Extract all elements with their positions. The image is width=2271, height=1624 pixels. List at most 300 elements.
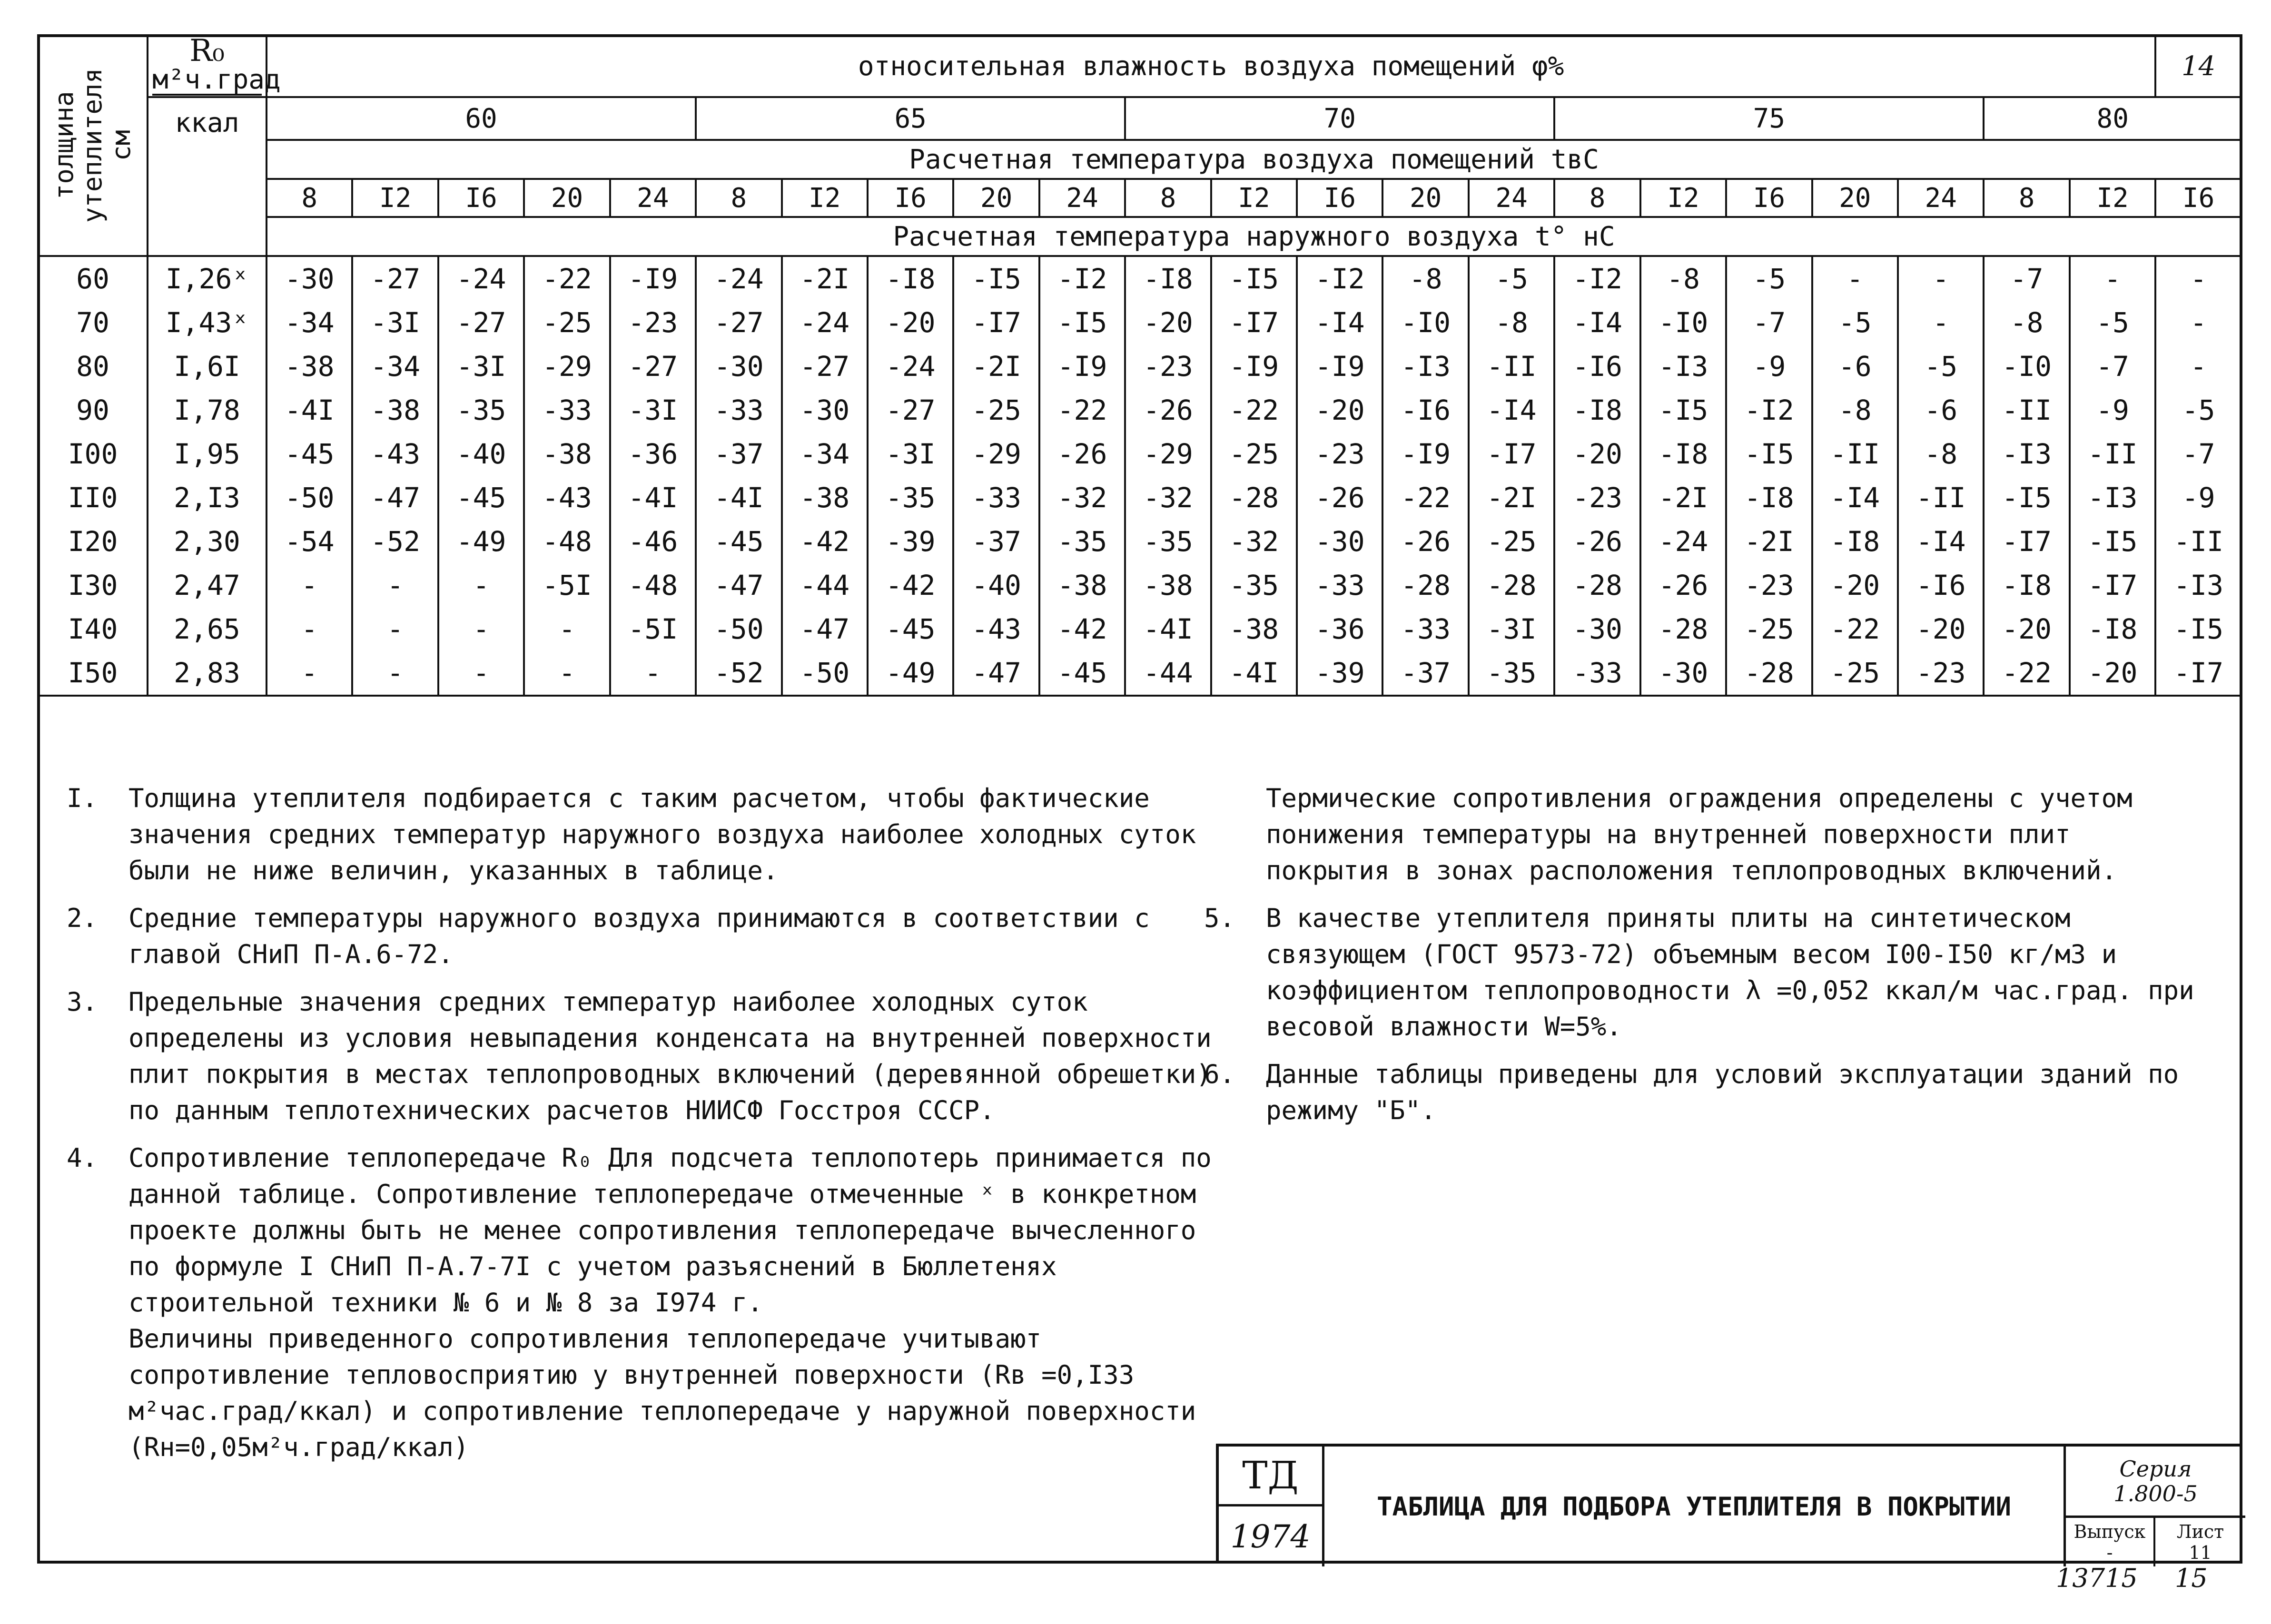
temperature-cell: -25 (1211, 432, 1297, 476)
temperature-cell: -33 (953, 476, 1039, 520)
temperature-cell: -9 (1726, 344, 1812, 388)
temperature-cell: -I4 (1297, 301, 1382, 344)
temperature-cell: -27 (352, 256, 438, 301)
temperature-cell: -48 (610, 563, 696, 607)
temperature-cell: -4I (1125, 607, 1211, 651)
temperature-cell: -23 (1125, 344, 1211, 388)
temperature-cell: - (352, 651, 438, 696)
resistance-cell: 2,30 (148, 520, 267, 563)
temperature-cell: -25 (1726, 607, 1812, 651)
temperature-cell: -24 (438, 256, 524, 301)
inside-temp-cell: 20 (1382, 179, 1468, 217)
temperature-cell: -37 (953, 520, 1039, 563)
temperature-cell: -24 (1640, 520, 1726, 563)
notes-right (1204, 780, 2203, 1140)
temperature-cell: -33 (1297, 563, 1382, 607)
temperature-cell: -27 (438, 301, 524, 344)
temperature-cell: -I6 (1898, 563, 1984, 607)
resistance-cell: 2,83 (148, 651, 267, 696)
temperature-cell: -25 (953, 388, 1039, 432)
temperature-cell: -I5 (1211, 256, 1297, 301)
note-item (1204, 900, 2203, 1045)
temperature-cell: -I0 (1382, 301, 1468, 344)
table-row (38, 651, 2241, 696)
temperature-cell: -I8 (1554, 388, 1640, 432)
inside-temp-cell: 8 (1554, 179, 1640, 217)
temperature-cell: -2I (1469, 476, 1554, 520)
thickness-cell: I50 (38, 651, 148, 696)
temperature-cell: -49 (868, 651, 953, 696)
note-number: 2. (67, 903, 98, 933)
temperature-cell: -36 (1297, 607, 1382, 651)
temperature-cell: -8 (1382, 256, 1468, 301)
temperature-cell: -26 (1640, 563, 1726, 607)
inside-temp-cell: I6 (2155, 179, 2241, 217)
temperature-cell: -37 (1382, 651, 1468, 696)
temperature-cell: -49 (438, 520, 524, 563)
ro-header: R₀ м²ч.град (148, 35, 267, 97)
temperature-cell: - (524, 651, 610, 696)
temperature-cell: -I5 (1640, 388, 1726, 432)
temperature-cell: -48 (524, 520, 610, 563)
thickness-cell: I30 (38, 563, 148, 607)
temperature-cell: -5 (2155, 388, 2241, 432)
temperature-cell: -I2 (1297, 256, 1382, 301)
inside-temp-cell: 24 (1039, 179, 1125, 217)
archive-number: 13715 (2056, 1563, 2138, 1593)
temperature-cell: -8 (1898, 432, 1984, 476)
temperature-cell: -I7 (1211, 301, 1297, 344)
temperature-cell: -4I (1211, 651, 1297, 696)
temperature-cell: -33 (696, 388, 781, 432)
temperature-cell: - (1898, 301, 1984, 344)
temperature-cell: -3I (352, 301, 438, 344)
temperature-cell: -25 (1812, 651, 1898, 696)
temperature-cell: -30 (1297, 520, 1382, 563)
temperature-cell: -I5 (1984, 476, 2069, 520)
inside-temp-cell: I6 (1297, 179, 1382, 217)
temperature-cell: - (2155, 301, 2241, 344)
temperature-cell: -28 (1726, 651, 1812, 696)
ro-unit-bottom: ккал (148, 97, 267, 256)
table-row (38, 256, 2241, 301)
temperature-cell: -20 (1554, 432, 1640, 476)
temperature-cell: - (2155, 256, 2241, 301)
temperature-cell: -I8 (1726, 476, 1812, 520)
temperature-cell: -5I (610, 607, 696, 651)
note-item (1204, 780, 2203, 889)
temperature-cell: -I5 (2155, 607, 2241, 651)
temperature-cell: -I9 (1039, 344, 1125, 388)
humidity-header: относительная влажность воздуха помещений φ% (267, 35, 2155, 97)
temperature-cell: -23 (1726, 563, 1812, 607)
temperature-cell: -26 (1039, 432, 1125, 476)
temperature-cell: -8 (1984, 301, 2069, 344)
inside-temp-cell: 8 (1984, 179, 2069, 217)
temperature-cell: -22 (1382, 476, 1468, 520)
temperature-cell: -I9 (1211, 344, 1297, 388)
note-number: 3. (67, 987, 98, 1017)
temperature-cell: -II (2070, 432, 2155, 476)
temperature-cell: - (352, 607, 438, 651)
sheet-value: 11 (2189, 1542, 2212, 1563)
insulation-table (37, 34, 2242, 697)
temperature-cell: -46 (610, 520, 696, 563)
note-number (1204, 780, 1266, 889)
temperature-cell: -47 (696, 563, 781, 607)
temperature-cell: -40 (438, 432, 524, 476)
inside-temp-cell: I6 (1726, 179, 1812, 217)
table-row (38, 301, 2241, 344)
archive-page-number: 15 (2175, 1563, 2208, 1593)
temperature-cell: - (267, 563, 352, 607)
temperature-cell: -34 (782, 432, 868, 476)
temperature-cell: -5I (524, 563, 610, 607)
temperature-cell: -34 (267, 301, 352, 344)
temperature-cell: -47 (352, 476, 438, 520)
temperature-cell: -I3 (1640, 344, 1726, 388)
temperature-cell: -5 (2070, 301, 2155, 344)
thickness-cell: II0 (38, 476, 148, 520)
temperature-cell: - (438, 651, 524, 696)
temperature-cell: - (267, 607, 352, 651)
temperature-cell: -30 (782, 388, 868, 432)
temperature-cell: - (438, 607, 524, 651)
temperature-cell: -8 (1469, 301, 1554, 344)
resistance-cell: 2,47 (148, 563, 267, 607)
inside-temp-cell: I6 (868, 179, 953, 217)
thickness-cell: 70 (38, 301, 148, 344)
temperature-cell: -I2 (1726, 388, 1812, 432)
note-text: Предельные значения средних температур наиболее холодных суток определены из условия невыпадения конденсата на внутренней поверхности плит покрытия в местах теплопроводных включений (деревянной обрешетки) по данным теплотехнических расчетов НИИСФ Госстроя СССР. (128, 987, 1212, 1125)
temperature-cell: -30 (696, 344, 781, 388)
note-number: 4. (67, 1143, 98, 1173)
temperature-cell: -I5 (2070, 520, 2155, 563)
temperature-cell: -7 (1984, 256, 2069, 301)
temperature-cell: -24 (868, 344, 953, 388)
document-year: 1974 (1219, 1506, 1324, 1566)
inside-temp-cell: 8 (1125, 179, 1211, 217)
temperature-cell: -25 (524, 301, 610, 344)
temperature-cell: - (524, 607, 610, 651)
temperature-cell: -6 (1898, 388, 1984, 432)
temperature-cell: -32 (1039, 476, 1125, 520)
temperature-cell: -35 (1211, 563, 1297, 607)
temperature-cell: -I8 (868, 256, 953, 301)
temperature-cell: -6 (1812, 344, 1898, 388)
temperature-cell: -II (2155, 520, 2241, 563)
title-block (1216, 1444, 2242, 1564)
temperature-cell: -I7 (953, 301, 1039, 344)
inside-temp-cell: 20 (524, 179, 610, 217)
temperature-cell: -38 (1125, 563, 1211, 607)
temperature-cell: -I3 (1382, 344, 1468, 388)
note-item (67, 780, 1218, 889)
temperature-cell: -2I (1726, 520, 1812, 563)
temperature-cell: -20 (1898, 607, 1984, 651)
temperature-cell: - (438, 563, 524, 607)
temperature-cell: -20 (2070, 651, 2155, 696)
temperature-cell: -38 (782, 476, 868, 520)
temperature-cell: -22 (1984, 651, 2069, 696)
humidity-level: 75 (1554, 97, 1984, 140)
humidity-level: 70 (1125, 97, 1554, 140)
temperature-cell: -43 (352, 432, 438, 476)
sheet-label: Лист (2176, 1521, 2224, 1542)
series-box (2066, 1447, 2245, 1518)
temperature-cell: -45 (696, 520, 781, 563)
temperature-cell: -35 (868, 476, 953, 520)
temperature-cell: -50 (782, 651, 868, 696)
temperature-cell: -38 (352, 388, 438, 432)
resistance-cell: I,26ˣ (148, 256, 267, 301)
temperature-cell: -I3 (2155, 563, 2241, 607)
temperature-cell: -50 (696, 607, 781, 651)
temperature-cell: -47 (953, 651, 1039, 696)
temperature-cell: -I5 (1726, 432, 1812, 476)
temperature-cell: -II (1812, 432, 1898, 476)
temperature-cell: -39 (868, 520, 953, 563)
temperature-cell: -29 (953, 432, 1039, 476)
temperature-cell: -8 (1640, 256, 1726, 301)
temperature-cell: - (2070, 256, 2155, 301)
temperature-cell: -I7 (1469, 432, 1554, 476)
temperature-cell: -II (1984, 388, 2069, 432)
inside-temp-cell: I2 (1640, 179, 1726, 217)
temperature-cell: -42 (868, 563, 953, 607)
temperature-cell: -II (1469, 344, 1554, 388)
temperature-cell: -20 (1812, 563, 1898, 607)
note-text: Толщина утеплителя подбирается с таким расчетом, чтобы фактические значения средних температур наружного воздуха наиболее холодных суток были не ниже величин, указанных в таблице. (128, 783, 1196, 886)
temperature-cell: -I6 (1554, 344, 1640, 388)
temperature-cell: -I9 (1297, 344, 1382, 388)
temperature-cell: -45 (438, 476, 524, 520)
table-row (38, 476, 2241, 520)
temperature-cell: -I8 (1812, 520, 1898, 563)
temperature-cell: -II (1898, 476, 1984, 520)
temperature-cell: -36 (610, 432, 696, 476)
resistance-cell: I,43ˣ (148, 301, 267, 344)
humidity-level: 80 (1984, 97, 2241, 140)
note-item (1204, 1056, 2203, 1129)
resistance-cell: 2,I3 (148, 476, 267, 520)
table-row (38, 388, 2241, 432)
temperature-cell: -27 (610, 344, 696, 388)
temperature-cell: -3I (610, 388, 696, 432)
temperature-cell: -I3 (2070, 476, 2155, 520)
temperature-cell: -23 (1898, 651, 1984, 696)
temperature-cell: -2I (953, 344, 1039, 388)
sheet-corner-number: 14 (2155, 35, 2241, 97)
temperature-cell: -5 (1726, 256, 1812, 301)
temperature-cell: -I6 (1382, 388, 1468, 432)
temperature-cell: -30 (267, 256, 352, 301)
temperature-cell: -26 (1554, 520, 1640, 563)
temperature-cell: -30 (1554, 607, 1640, 651)
temperature-cell: -32 (1211, 520, 1297, 563)
table-row (38, 344, 2241, 388)
temperature-cell: -3I (1469, 607, 1554, 651)
temperature-cell: -2I (1640, 476, 1726, 520)
temperature-cell: -40 (953, 563, 1039, 607)
temperature-cell: -I0 (1984, 344, 2069, 388)
inside-temp-cell: I2 (2070, 179, 2155, 217)
note-number: I. (67, 783, 98, 813)
temperature-cell: -45 (267, 432, 352, 476)
temperature-cell: -I8 (2070, 607, 2155, 651)
temperature-cell: -42 (1039, 607, 1125, 651)
temperature-cell: -22 (1211, 388, 1297, 432)
temperature-cell: -23 (1554, 476, 1640, 520)
outside-temp-header: Расчетная температура наружного воздуха t° нС (267, 217, 2241, 256)
issue-label: Выпуск (2074, 1521, 2146, 1542)
temperature-cell: -23 (610, 301, 696, 344)
resistance-cell: I,78 (148, 388, 267, 432)
temperature-cell: -54 (267, 520, 352, 563)
humidity-level: 60 (267, 97, 696, 140)
temperature-cell: -I8 (1640, 432, 1726, 476)
temperature-cell: -38 (1039, 563, 1125, 607)
table-row (38, 607, 2241, 651)
temperature-cell: -20 (1125, 301, 1211, 344)
inside-temp-cell: I2 (782, 179, 868, 217)
inside-temp-cell: 20 (1812, 179, 1898, 217)
notes-left (67, 780, 1218, 1477)
series-label: Серия (2119, 1456, 2192, 1482)
temperature-cell: -29 (1125, 432, 1211, 476)
temperature-cell: -4I (610, 476, 696, 520)
temperature-cell: -24 (782, 301, 868, 344)
document-title: ТАБЛИЦА ДЛЯ ПОДБОРА УТЕПЛИТЕЛЯ В ПОКРЫТИИ (1324, 1447, 2066, 1566)
temperature-cell: -I4 (1554, 301, 1640, 344)
temperature-cell: -34 (352, 344, 438, 388)
temperature-cell: -35 (438, 388, 524, 432)
temperature-cell: -52 (696, 651, 781, 696)
note-text-continued: Величины приведенного сопротивления теплопередаче учитывают сопротивление тепловосприятию у внутренней поверхности (Rв =0,I33 м²час.град/ккал) и сопротивление теплопередаче у наружной поверхности (Rн=0,05м²ч.град/ккал) (128, 1324, 1196, 1462)
temperature-cell: -25 (1469, 520, 1554, 563)
temperature-cell: - (267, 651, 352, 696)
thickness-header: толщина утеплителя см (38, 35, 148, 256)
temperature-cell: -30 (1640, 651, 1726, 696)
temperature-cell: -22 (1039, 388, 1125, 432)
temperature-cell: -28 (1211, 476, 1297, 520)
temperature-cell: -I9 (610, 256, 696, 301)
temperature-cell: -7 (2155, 432, 2241, 476)
temperature-cell: -I2 (1554, 256, 1640, 301)
note-text: Сопротивление теплопередаче R₀ Для подсчета теплопотерь принимается по данной таблице. Сопротивление теплопередаче отмеченные ˣ в конкретном проекте должны быть не менее сопротивления теплопередаче вычесленного по формуле I СНиП П-А.7-7I с учетом разъяснений в Бюллетенях строительной техники № 6 и № 8 за I974 г. (128, 1143, 1212, 1318)
temperature-cell: -38 (267, 344, 352, 388)
temperature-cell: -44 (782, 563, 868, 607)
temperature-cell: -28 (1469, 563, 1554, 607)
temperature-cell: -38 (1211, 607, 1297, 651)
note-text: В качестве утеплителя приняты плиты на синтетическом связующем (ГОСТ 9573-72) объемным весом I00-I50 кг/м3 и коэффициентом теплопроводности λ =0,052 ккал/м час.град. при весовой влажности W=5%. (1266, 903, 2194, 1042)
temperature-cell: -35 (1469, 651, 1554, 696)
note-text: Средние температуры наружного воздуха принимаются в соответствии с главой СНиП П-А.6-72. (128, 903, 1150, 969)
temperature-cell: -I7 (2070, 563, 2155, 607)
temperature-cell: -22 (1812, 607, 1898, 651)
temperature-cell: -I4 (1898, 520, 1984, 563)
temperature-cell: -5 (1469, 256, 1554, 301)
note-item (67, 1140, 1218, 1466)
temperature-cell: -4I (696, 476, 781, 520)
note-text: Данные таблицы приведены для условий эксплуатации зданий по режиму "Б". (1266, 1059, 2179, 1125)
inside-temp-cell: I2 (1211, 179, 1297, 217)
table-row (38, 432, 2241, 476)
temperature-cell: -I7 (2155, 651, 2241, 696)
temperature-cell: -I8 (1125, 256, 1211, 301)
temperature-cell: -44 (1125, 651, 1211, 696)
note-text: Термические сопротивления ограждения определены с учетом понижения температуры на внутренней поверхности плит покрытия в зонах расположения теплопроводных включений. (1266, 783, 2133, 886)
temperature-cell: -26 (1125, 388, 1211, 432)
inside-temp-cell: 24 (610, 179, 696, 217)
temperature-cell: -I9 (1382, 432, 1468, 476)
temperature-cell: -47 (782, 607, 868, 651)
temperature-cell: -I4 (1812, 476, 1898, 520)
temperature-cell: -33 (1554, 651, 1640, 696)
table-row (38, 520, 2241, 563)
issue-box (2066, 1518, 2155, 1566)
resistance-cell: I,95 (148, 432, 267, 476)
temperature-cell: -35 (1125, 520, 1211, 563)
note-item (67, 900, 1218, 973)
temperature-cell: -I5 (953, 256, 1039, 301)
temperature-cell: -33 (1382, 607, 1468, 651)
temperature-cell: - (1812, 256, 1898, 301)
temperature-cell: -43 (953, 607, 1039, 651)
temperature-cell: -50 (267, 476, 352, 520)
temperature-cell: - (2155, 344, 2241, 388)
thickness-cell: 90 (38, 388, 148, 432)
temperature-cell: -23 (1297, 432, 1382, 476)
temperature-cell: - (610, 651, 696, 696)
temperature-cell: -35 (1039, 520, 1125, 563)
temperature-cell: -28 (1554, 563, 1640, 607)
temperature-cell: -24 (696, 256, 781, 301)
temperature-cell: -22 (524, 256, 610, 301)
inside-temp-cell: 24 (1469, 179, 1554, 217)
humidity-level: 65 (696, 97, 1125, 140)
temperature-cell: -42 (782, 520, 868, 563)
temperature-cell: -37 (696, 432, 781, 476)
series-value: 1.800-5 (2113, 1480, 2198, 1506)
inside-temp-cell: 8 (696, 179, 781, 217)
temperature-cell: -27 (868, 388, 953, 432)
temperature-cell: -29 (524, 344, 610, 388)
temperature-cell: -28 (1382, 563, 1468, 607)
temperature-cell: -I5 (1039, 301, 1125, 344)
temperature-cell: -7 (1726, 301, 1812, 344)
temperature-cell: -39 (1297, 651, 1382, 696)
temperature-cell: -28 (1640, 607, 1726, 651)
temperature-cell: -I8 (1984, 563, 2069, 607)
temperature-cell: -45 (1039, 651, 1125, 696)
temperature-cell: -7 (2070, 344, 2155, 388)
temperature-cell: -5 (1898, 344, 1984, 388)
temperature-cell: -9 (2070, 388, 2155, 432)
resistance-cell: 2,65 (148, 607, 267, 651)
thickness-cell: 80 (38, 344, 148, 388)
temperature-cell: -26 (1297, 476, 1382, 520)
temperature-cell: -20 (868, 301, 953, 344)
temperature-cell: -I4 (1469, 388, 1554, 432)
note-item (67, 984, 1218, 1129)
temperature-cell: -I2 (1039, 256, 1125, 301)
temperature-cell: -32 (1125, 476, 1211, 520)
temperature-cell: -38 (524, 432, 610, 476)
temperature-cell: -26 (1382, 520, 1468, 563)
temperature-cell: -3I (438, 344, 524, 388)
issue-value: - (2106, 1542, 2113, 1563)
